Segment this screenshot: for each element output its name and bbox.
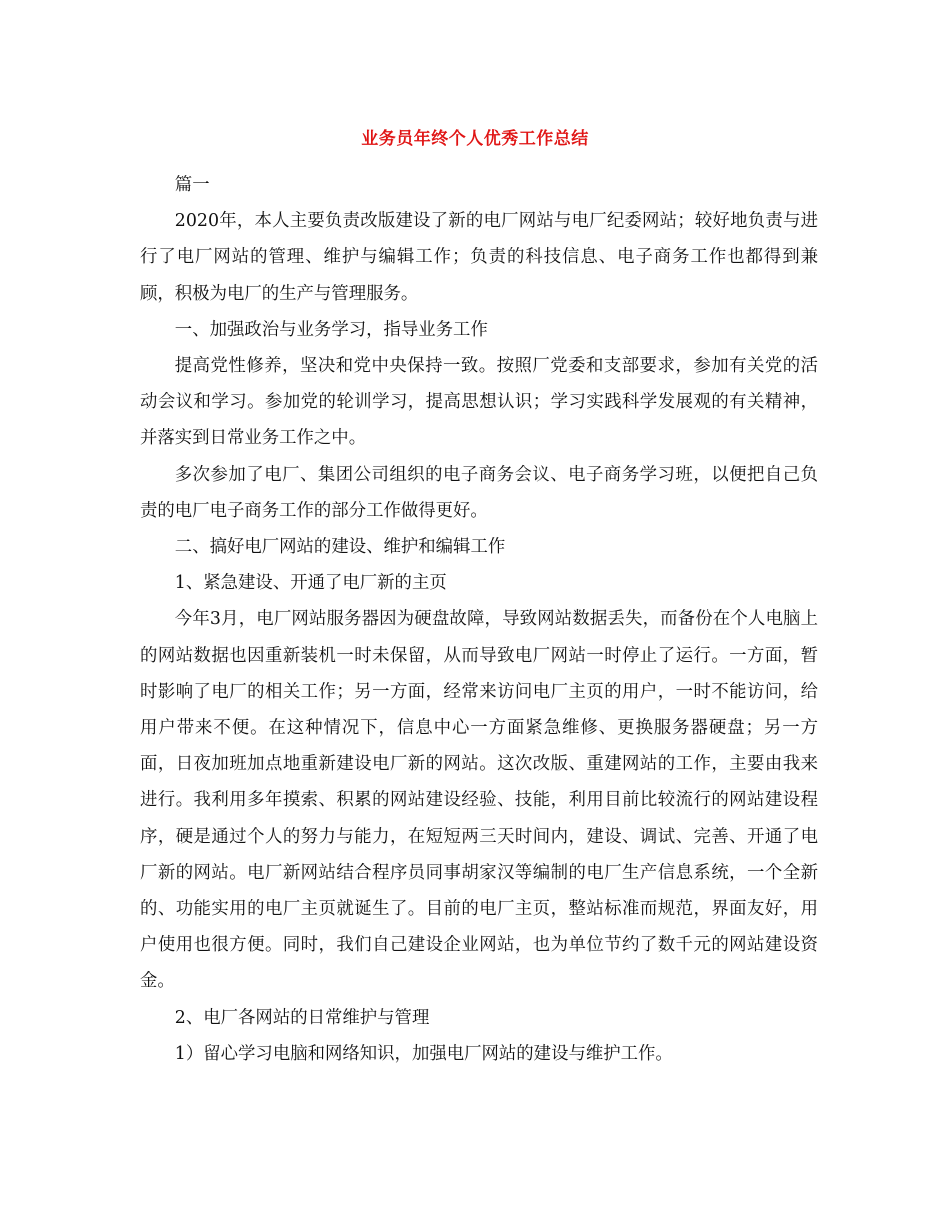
- section-heading: 一、加强政治与业务学习，指导业务工作: [174, 319, 488, 340]
- subsection-heading: 1、紧急建设、开通了电厂新的主页: [174, 573, 447, 594]
- document-body: [140, 167, 818, 1072]
- section-label: 篇一: [174, 175, 210, 195]
- section-heading: 二、搞好电厂网站的建设、维护和编辑工作: [174, 537, 506, 558]
- paragraph: 多次参加了电厂、集团公司组织的电子商务会议、电子商务学习班，以便把自己负责的电厂电子商务工作的部分工作做得更好。: [140, 464, 818, 521]
- subsection-heading: 2、电厂各网站的日常维护与管理: [174, 1007, 430, 1028]
- paragraph: 2020年，本人主要负责改版建设了新的电厂网站与电厂纪委网站；较好地负责与进行了电厂网站的管理、维护与编辑工作；负责的科技信息、电子商务工作也都得到兼顾，积极为电厂的生产与管理服务。: [140, 211, 818, 304]
- list-item: 1）留心学习电脑和网络知识，加强电厂网站的建设与维护工作。: [174, 1043, 673, 1064]
- document-title: 业务员年终个人优秀工作总结: [361, 129, 589, 149]
- paragraph: 今年3月，电厂网站服务器因为硬盘故障，导致网站数据丢失，而备份在个人电脑上的网站数据也因重新装机一时未保留，从而导致电厂网站一时停止了运行。一方面，暂时影响了电厂的相关工作；另一方面，经常来访问电厂主页的用户，一时不能访问，给用户带来不便。在这种情况下，信息中心一方面紧急维修、更换服务器硬盘；另一方面，日夜加班加点地重新建设电厂新的网站。这次改版、重建网站的工作，主要由我来进行。我利用多年摸索、积累的网站建设经验、技能，利用目前比较流行的网站建设程序，硬是通过个人的努力与能力，在短短两三天时间内，建设、调试、完善、开通了电厂新的网站。电厂新网站结合程序员同事胡家汉等编制的电厂生产信息系统，一个全新的、功能实用的电厂主页就诞生了。目前的电厂主页，整站标准而规范，界面友好，用户使用也很方便。同时，我们自己建设企业网站，也为单位节约了数千元的网站建设资金。: [140, 609, 818, 992]
- paragraph: 提高党性修养，坚决和党中央保持一致。按照厂党委和支部要求，参加有关党的活动会议和学习。参加党的轮训学习，提高思想认识；学习实践科学发展观的有关精神，并落实到日常业务工作之中。: [140, 356, 818, 449]
